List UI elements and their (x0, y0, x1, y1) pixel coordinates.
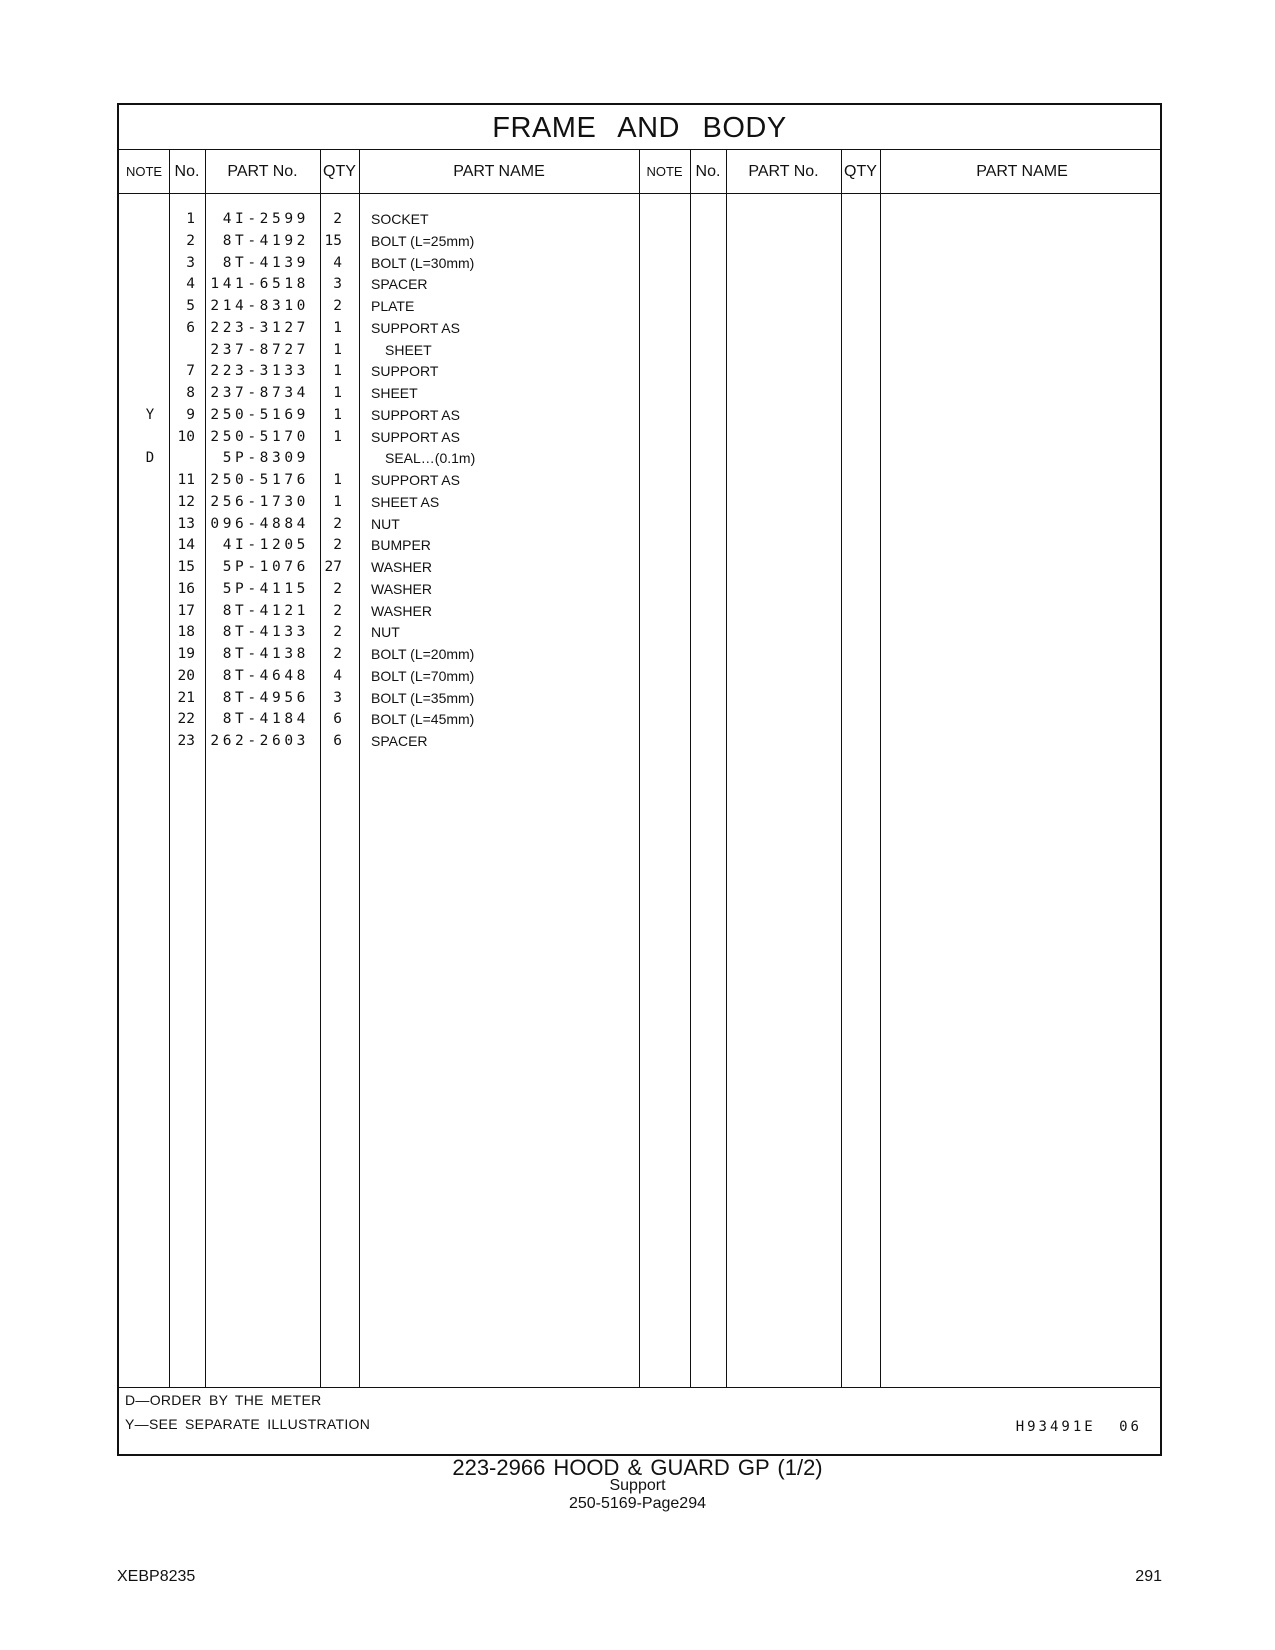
part-name-cell: SOCKET (371, 211, 429, 227)
col-line (726, 149, 727, 1387)
illustration-code: H93491E 06 (1015, 1419, 1142, 1435)
table-row (119, 644, 639, 665)
quantity-cell: 6 (333, 733, 342, 749)
part-name-cell: SUPPORT AS (371, 428, 460, 445)
header-note-right: NOTE (646, 164, 683, 179)
item-number-cell: 23 (177, 733, 195, 749)
part-name-cell: PLATE (371, 298, 415, 314)
col-line (639, 149, 640, 1387)
part-number-cell: 223-3127 (210, 319, 309, 336)
part-name-cell: BOLT (L=30mm) (371, 254, 475, 271)
part-name-cell: SPACER (371, 276, 428, 293)
item-number-cell: 19 (177, 646, 195, 662)
table-row (119, 340, 639, 361)
quantity-cell: 15 (324, 232, 342, 249)
table-row (119, 688, 639, 709)
part-name-cell: BUMPER (371, 537, 431, 554)
group-caption: 223-2966 HOOD & GUARD GP (1/2) (452, 1455, 823, 1480)
part-name-cell: BOLT (L=35mm) (371, 689, 475, 706)
part-number-cell: 5P-1076 (222, 559, 309, 575)
legend-divider (119, 1387, 1160, 1388)
quantity-cell: 6 (333, 711, 342, 728)
part-number-cell: 8T-4139 (222, 254, 309, 271)
quantity-cell: 27 (324, 559, 342, 575)
table-row (119, 470, 639, 491)
part-number-cell: 237-8727 (210, 341, 309, 358)
part-number-cell: 5P-8309 (222, 450, 309, 467)
parts-list-frame (117, 103, 1162, 1456)
quantity-cell: 2 (333, 515, 342, 532)
table-row (119, 448, 639, 469)
item-number-cell: 21 (177, 689, 195, 706)
part-name-cell: WASHER (371, 580, 432, 597)
quantity-cell: 3 (333, 276, 342, 293)
section-title: FRAME AND BODY (119, 105, 1160, 150)
part-name-cell: BOLT (L=45mm) (371, 711, 475, 728)
quantity-cell: 2 (333, 646, 342, 662)
part-number-cell: 8T-4138 (222, 646, 309, 662)
quantity-cell: 4 (333, 254, 342, 271)
table-row (119, 601, 639, 622)
table-row (119, 253, 639, 274)
part-number-cell: 250-5170 (210, 428, 309, 445)
item-number-cell: 4 (186, 276, 195, 293)
item-number-cell: 13 (177, 515, 195, 532)
quantity-cell: 1 (333, 341, 342, 358)
item-number-cell: 17 (177, 602, 195, 619)
part-number-cell: 214-8310 (210, 298, 309, 314)
part-number-cell: 4I-2599 (222, 211, 309, 227)
table-row (119, 318, 639, 339)
table-row (119, 666, 639, 687)
part-name-cell: BOLT (L=20mm) (371, 646, 475, 662)
item-number-cell: 5 (186, 298, 195, 314)
table-row (119, 427, 639, 448)
item-number-cell: 12 (177, 493, 195, 510)
part-number-cell: 8T-4121 (222, 602, 309, 619)
part-number-cell: 250-5176 (210, 472, 309, 488)
document-id: XEBP8235 (117, 1568, 196, 1585)
part-number-cell: 5P-4115 (222, 580, 309, 597)
legend-y: Y—SEE SEPARATE ILLUSTRATION (125, 1416, 371, 1432)
part-number-cell: 8T-4648 (222, 667, 309, 684)
part-name-cell: NUT (371, 624, 400, 641)
quantity-cell: 2 (333, 298, 342, 314)
part-number-cell: 237-8734 (210, 385, 309, 401)
part-number-cell: 8T-4192 (222, 232, 309, 249)
table-row (119, 209, 639, 230)
part-name-cell: SHEET (371, 385, 418, 401)
table-row (119, 405, 639, 426)
table-row (119, 296, 639, 317)
header-no: No. (174, 163, 200, 180)
table-row (119, 383, 639, 404)
table-row (119, 557, 639, 578)
part-number-cell: 262-2603 (210, 733, 309, 749)
part-name-cell: SEAL…(0.1m) (385, 450, 476, 467)
table-row (119, 492, 639, 513)
quantity-cell: 2 (333, 602, 342, 619)
legend-d: D—ORDER BY THE METER (125, 1392, 322, 1408)
header-no-right: No. (695, 163, 721, 180)
note-cell: Y (145, 406, 155, 423)
part-number-cell: 141-6518 (210, 276, 309, 293)
table-row (119, 231, 639, 252)
quantity-cell: 1 (333, 319, 342, 336)
part-number-cell: 8T-4133 (222, 624, 309, 641)
col-line (880, 149, 881, 1387)
note-cell: D (145, 450, 155, 467)
part-number-cell: 223-3133 (210, 363, 309, 380)
part-name-cell: SUPPORT (371, 363, 439, 380)
item-number-cell: 10 (177, 428, 195, 445)
table-row (119, 361, 639, 382)
quantity-cell: 2 (333, 211, 342, 227)
quantity-cell: 2 (333, 624, 342, 641)
quantity-cell: 1 (333, 472, 342, 488)
col-line (841, 149, 842, 1387)
header-qty-right: QTY (844, 163, 877, 180)
part-name-cell: SHEET (385, 341, 432, 358)
table-row (119, 622, 639, 643)
quantity-cell: 3 (333, 689, 342, 706)
part-number-cell: 4I-1205 (222, 537, 309, 554)
part-name-cell: BOLT (L=25mm) (371, 232, 475, 249)
part-number-cell: 256-1730 (210, 493, 309, 510)
item-number-cell: 15 (177, 559, 195, 575)
table-row (119, 731, 639, 752)
table-row (119, 514, 639, 535)
part-number-cell: 096-4884 (210, 515, 309, 532)
item-number-cell: 22 (177, 711, 195, 728)
header-part-name-right: PART NAME (976, 163, 1068, 180)
part-number-cell: 8T-4184 (222, 711, 309, 728)
part-name-cell: SUPPORT AS (371, 406, 460, 423)
caption-page-ref: 250-5169-Page294 (568, 1495, 706, 1512)
part-name-cell: WASHER (371, 559, 432, 575)
part-name-cell: BOLT (L=70mm) (371, 667, 475, 684)
item-number-cell: 6 (186, 319, 195, 336)
table-row (119, 535, 639, 556)
quantity-cell: 1 (333, 428, 342, 445)
quantity-cell: 1 (333, 363, 342, 380)
part-number-cell: 250-5169 (210, 406, 309, 423)
quantity-cell: 1 (333, 493, 342, 510)
header-note: NOTE (125, 164, 163, 179)
table-row (119, 709, 639, 730)
part-name-cell: NUT (371, 515, 400, 532)
header-part-name: PART NAME (453, 163, 545, 180)
item-number-cell: 8 (186, 385, 195, 401)
part-name-cell: WASHER (371, 602, 432, 619)
caption-sub: Support (609, 1477, 666, 1494)
item-number-cell: 2 (186, 232, 195, 249)
part-number-cell: 8T-4956 (222, 689, 309, 706)
item-number-cell: 18 (177, 624, 195, 641)
header-part-no-right: PART No. (748, 163, 819, 180)
col-line (690, 149, 691, 1387)
part-name-cell: SUPPORT AS (371, 472, 460, 488)
page-number: 291 (1135, 1568, 1162, 1585)
item-number-cell: 14 (177, 537, 195, 554)
table-row (119, 579, 639, 600)
quantity-cell: 1 (333, 406, 342, 423)
header-part-no: PART No. (227, 163, 298, 180)
item-number-cell: 9 (186, 406, 195, 423)
quantity-cell: 2 (333, 537, 342, 554)
quantity-cell: 1 (333, 385, 342, 401)
item-number-cell: 7 (186, 363, 195, 380)
item-number-cell: 11 (177, 472, 195, 488)
quantity-cell: 2 (333, 580, 342, 597)
quantity-cell: 4 (333, 667, 342, 684)
part-name-cell: SUPPORT AS (371, 319, 460, 336)
part-name-cell: SPACER (371, 733, 428, 749)
item-number-cell: 1 (186, 211, 195, 227)
item-number-cell: 16 (177, 580, 195, 597)
item-number-cell: 20 (177, 667, 195, 684)
item-number-cell: 3 (186, 254, 195, 271)
table-row (119, 274, 639, 295)
header-qty: QTY (323, 163, 356, 180)
part-name-cell: SHEET AS (371, 493, 440, 510)
